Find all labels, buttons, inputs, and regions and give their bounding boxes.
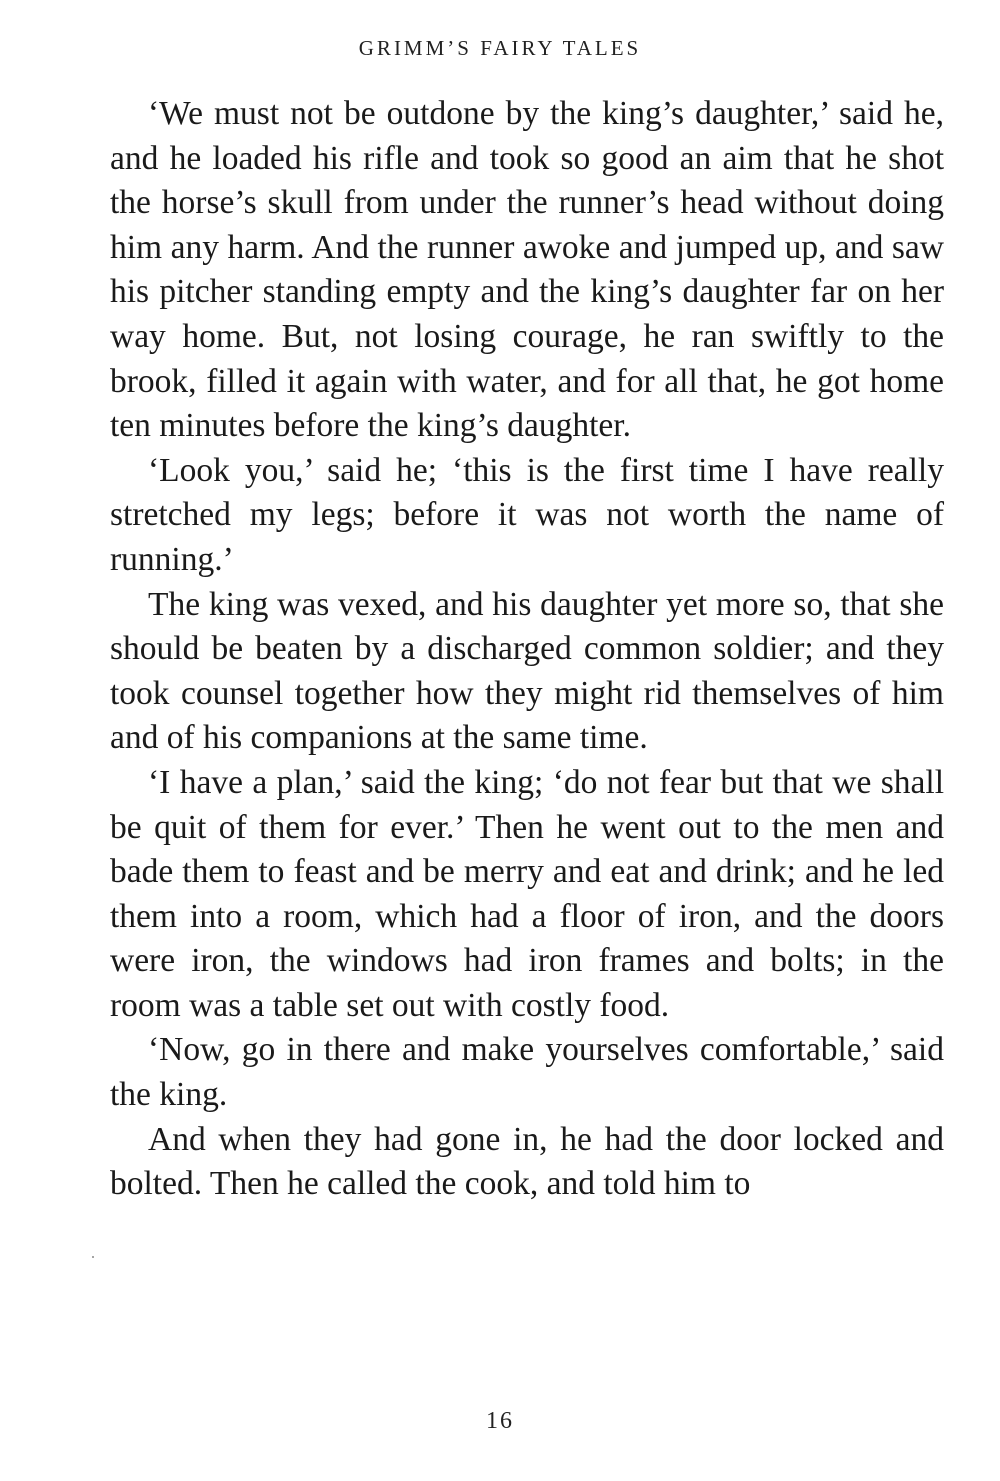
paragraph: ‘Now, go in there and make yourselves comfortable,’ said the king. [110, 1031, 944, 1114]
body-text [110, 92, 944, 1207]
paragraph: ‘Look you,’ said he; ‘this is the first time I have really stretched my legs; before it was not worth the name of running.’ [110, 451, 944, 578]
page-number: 16 [486, 1408, 514, 1434]
paragraph: The king was vexed, and his daughter yet more so, that she should be beaten by a discharged common soldier; and they took counsel together how they might rid themselves of him and of his companions at the same time. [110, 585, 944, 757]
paragraph: ‘I have a plan,’ said the king; ‘do not fear but that we shall be quit of them for ever.’ Then he went out to the men and bade them to feast and be merry and eat and drink; and he led them into a room, which had a floor of iron, and the doors were iron, the windows had iron frames and bolts; in the room was a table set out with costly food. [110, 763, 944, 1024]
paragraph: ‘We must not be outdone by the king’s daughter,’ said he, and he loaded his rifle and took so good an aim that he shot the horse’s skull from under the runner’s head without doing him any harm. And the runner awoke and jumped up, and saw his pitcher standing empty and the king’s daughter far on her way home. But, not losing courage, he ran swiftly to the brook, filled it again with water, and for all that, he got home ten minutes before the king’s daughter. [110, 95, 944, 445]
running-head: GRIMM’S FAIRY TALES [358, 36, 642, 60]
ink-speck [92, 1256, 94, 1258]
paragraph: And when they had gone in, he had the door locked and bolted. Then he called the cook, and told him to [110, 1120, 944, 1203]
